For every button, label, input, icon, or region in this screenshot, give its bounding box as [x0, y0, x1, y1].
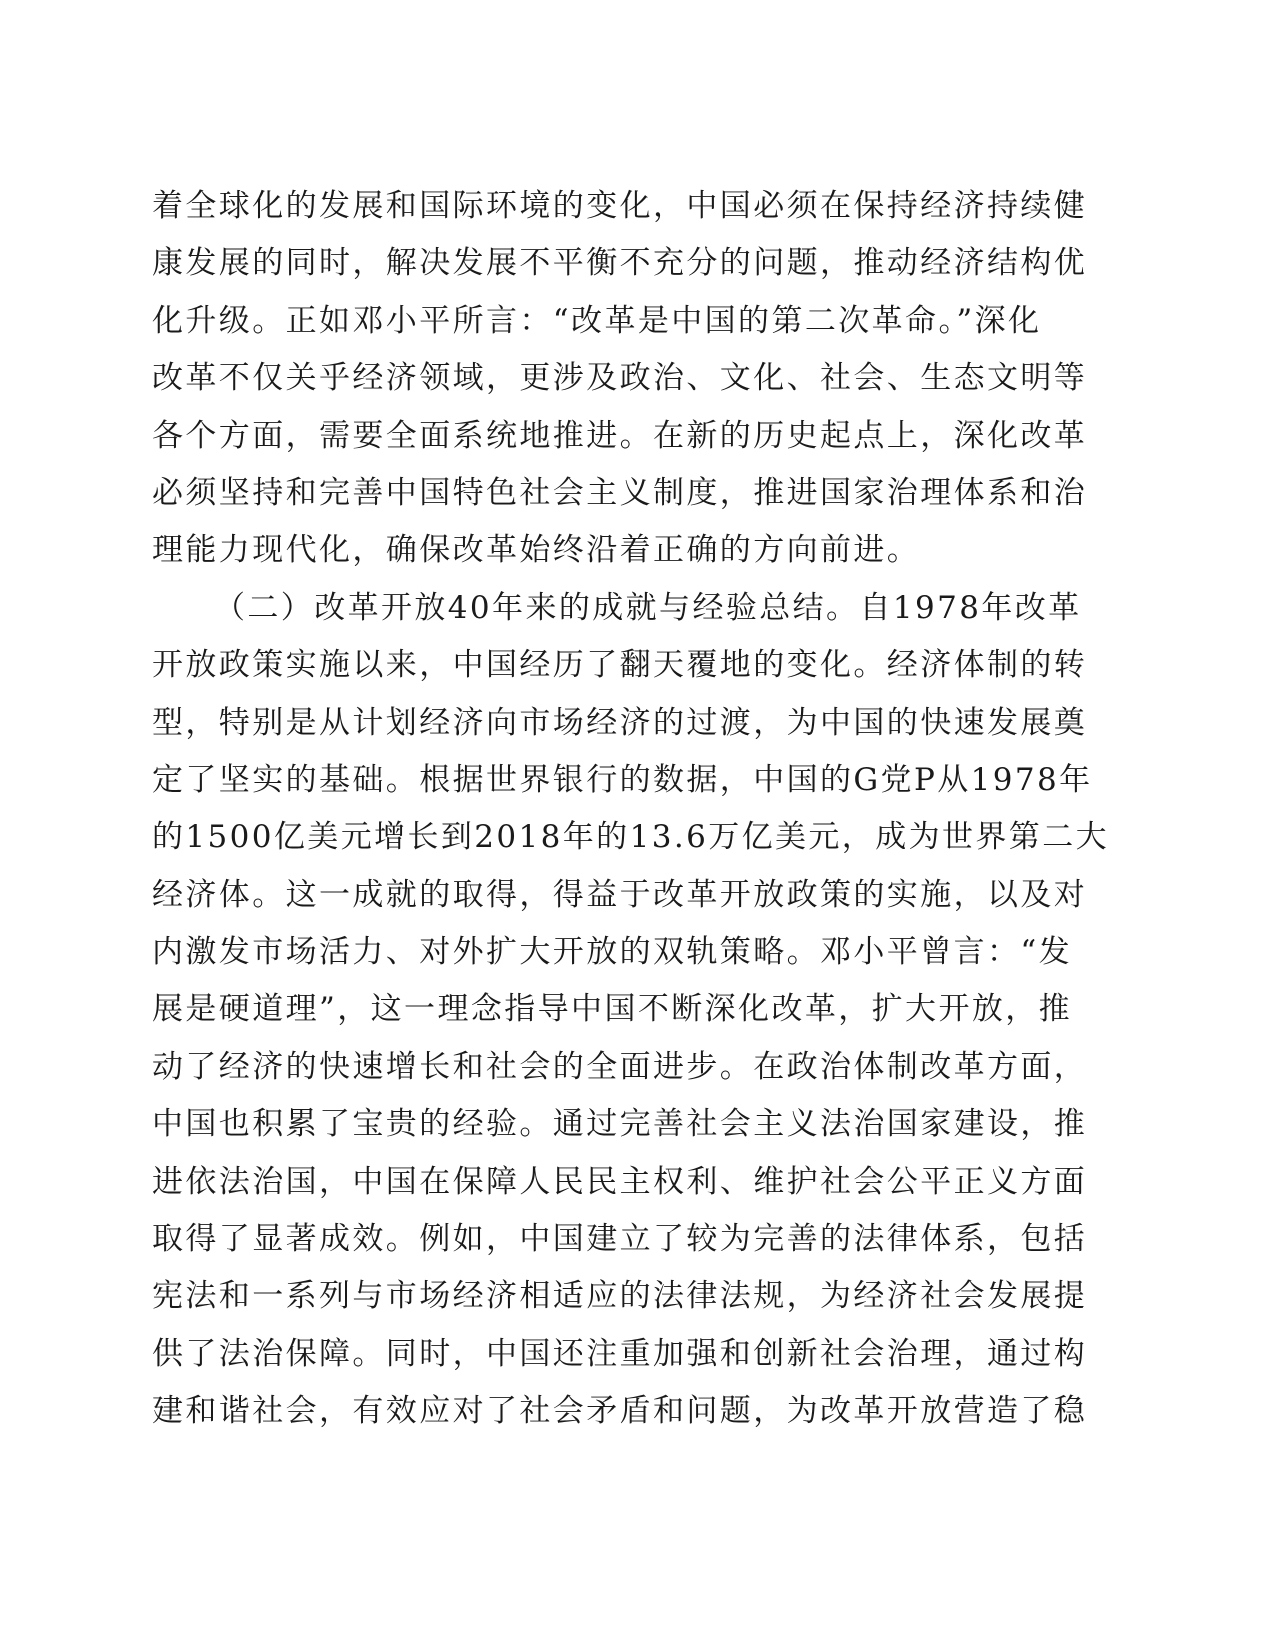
text-line: 定了坚实的基础。根据世界银行的数据，中国的G党P从1978年 — [152, 761, 1093, 798]
text-line: 康发展的同时，解决发展不平衡不充分的问题，推动经济结构优 — [152, 245, 1088, 282]
text-line: 改革不仅关乎经济领域，更涉及政治、文化、社会、生态文明等 — [152, 360, 1088, 397]
text-line: 供了法治保障。同时，中国还注重加强和创新社会治理，通过构 — [152, 1335, 1088, 1372]
text-line: 经济体。这一成就的取得，得益于改革开放政策的实施，以及对 — [152, 876, 1088, 913]
text-line: 宪法和一系列与市场经济相适应的法律法规，为经济社会发展提 — [152, 1278, 1088, 1315]
text-line: 开放政策实施以来，中国经历了翻天覆地的变化。经济体制的转 — [152, 647, 1088, 684]
text-line: 型，特别是从计划经济向市场经济的过渡，为中国的快速发展奠 — [152, 704, 1088, 741]
section-heading-line: （二）改革开放40年来的成就与经验总结。自1978年改革 — [214, 589, 1082, 626]
text-line: 着全球化的发展和国际环境的变化，中国必须在保持经济持续健 — [152, 188, 1088, 224]
text-line: 必须坚持和完善中国特色社会主义制度，推进国家治理体系和治 — [152, 474, 1088, 511]
body-text — [152, 178, 1110, 1441]
text-line: 各个方面，需要全面系统地推进。在新的历史起点上，深化改革 — [152, 417, 1088, 454]
text-line: 展是硬道理”，这一理念指导中国不断深化改革，扩大开放，推 — [152, 991, 1073, 1028]
text-line: 动了经济的快速增长和社会的全面进步。在政治体制改革方面， — [152, 1048, 1088, 1085]
text-line: 中国也积累了宝贵的经验。通过完善社会主义法治国家建设，推 — [152, 1106, 1088, 1143]
text-line: 内激发市场活力、对外扩大开放的双轨策略。邓小平曾言：“发 — [152, 934, 1073, 971]
text-line: 的1500亿美元增长到2018年的13.6万亿美元，成为世界第二大 — [152, 819, 1110, 856]
text-line: 建和谐社会，有效应对了社会矛盾和问题，为改革开放营造了稳 — [152, 1393, 1088, 1430]
text-line: 化升级。正如邓小平所言：“改革是中国的第二次革命。”深化 — [152, 302, 1042, 339]
text-line: 取得了显著成效。例如，中国建立了较为完善的法律体系，包括 — [152, 1221, 1088, 1258]
text-line: 理能力现代化，确保改革始终沿着正确的方向前进。 — [152, 532, 921, 569]
text-line: 进依法治国，中国在保障人民民主权利、维护社会公平正义方面 — [152, 1163, 1088, 1200]
